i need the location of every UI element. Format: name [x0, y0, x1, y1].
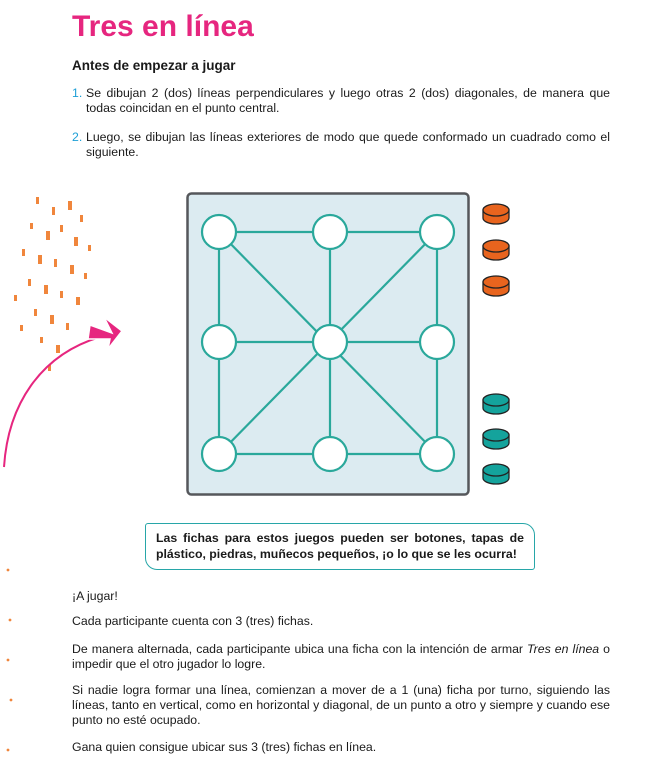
placement-text-end: o impedir que el otro jugador lo logre.	[72, 642, 611, 671]
orange-chip	[483, 240, 509, 260]
decorative-side-dots	[0, 560, 20, 770]
teal-chip	[483, 464, 509, 484]
paragraph-chip-count: Cada participante cuenta con 3 (tres) fichas.	[72, 614, 314, 628]
curved-line	[4, 337, 100, 467]
placement-text-start: De manera alternada, cada participante ubica una ficha con la intención de armar	[72, 642, 528, 656]
callout-box	[145, 523, 535, 570]
paragraph-movement: Si nadie logra formar una línea, comienzan a mover de a 1 (una) ficha por turno, siguiendo las líneas, tanto en vertical, como en horizontal y diagonal, de un punto a otro y siempre y cuando ese punto no esté ocupado.	[72, 683, 610, 727]
board-point	[202, 437, 236, 471]
side-dots	[7, 569, 13, 752]
step-item	[72, 86, 610, 116]
callout-text: Las fichas para estos juegos pueden ser botones, tapas de plástico, piedras, muñecos pequeños, ¡o lo que se les ocurra!	[156, 531, 524, 561]
orange-chip	[483, 204, 509, 224]
arrow-icon	[88, 317, 122, 349]
step-text: Luego, se dibujan las líneas exteriores de modo que quede conformado un cuadrado como el siguiente.	[86, 130, 610, 159]
setup-steps	[72, 86, 610, 174]
board-point	[420, 437, 454, 471]
teal-chip	[483, 429, 509, 449]
page-title: Tres en línea	[72, 10, 254, 43]
chip-group	[483, 204, 509, 484]
step-number: 1.	[72, 86, 83, 100]
board-point	[420, 325, 454, 359]
game-board	[186, 192, 470, 496]
board-point	[420, 215, 454, 249]
board-point	[313, 437, 347, 471]
board-point	[202, 325, 236, 359]
board-point	[202, 215, 236, 249]
chips-column	[476, 198, 516, 498]
orange-chip	[483, 276, 509, 296]
step-number: 2.	[72, 130, 83, 144]
step-item	[72, 130, 610, 160]
paragraph-placement	[72, 642, 610, 672]
section-heading: Antes de empezar a jugar	[72, 58, 236, 73]
paragraph-winner: Gana quien consigue ubicar sus 3 (tres) fichas en línea.	[72, 740, 377, 754]
board-point	[313, 325, 347, 359]
teal-chip	[483, 394, 509, 414]
paragraph-lets-play: ¡A jugar!	[72, 589, 118, 603]
board-point	[313, 215, 347, 249]
game-name-italic: Tres en línea	[527, 642, 600, 656]
decorative-confetti-arrow	[0, 185, 150, 475]
step-text: Se dibujan 2 (dos) líneas perpendiculares y luego otras 2 (dos) diagonales, de manera que todas coincidan en el punto central.	[86, 86, 610, 115]
